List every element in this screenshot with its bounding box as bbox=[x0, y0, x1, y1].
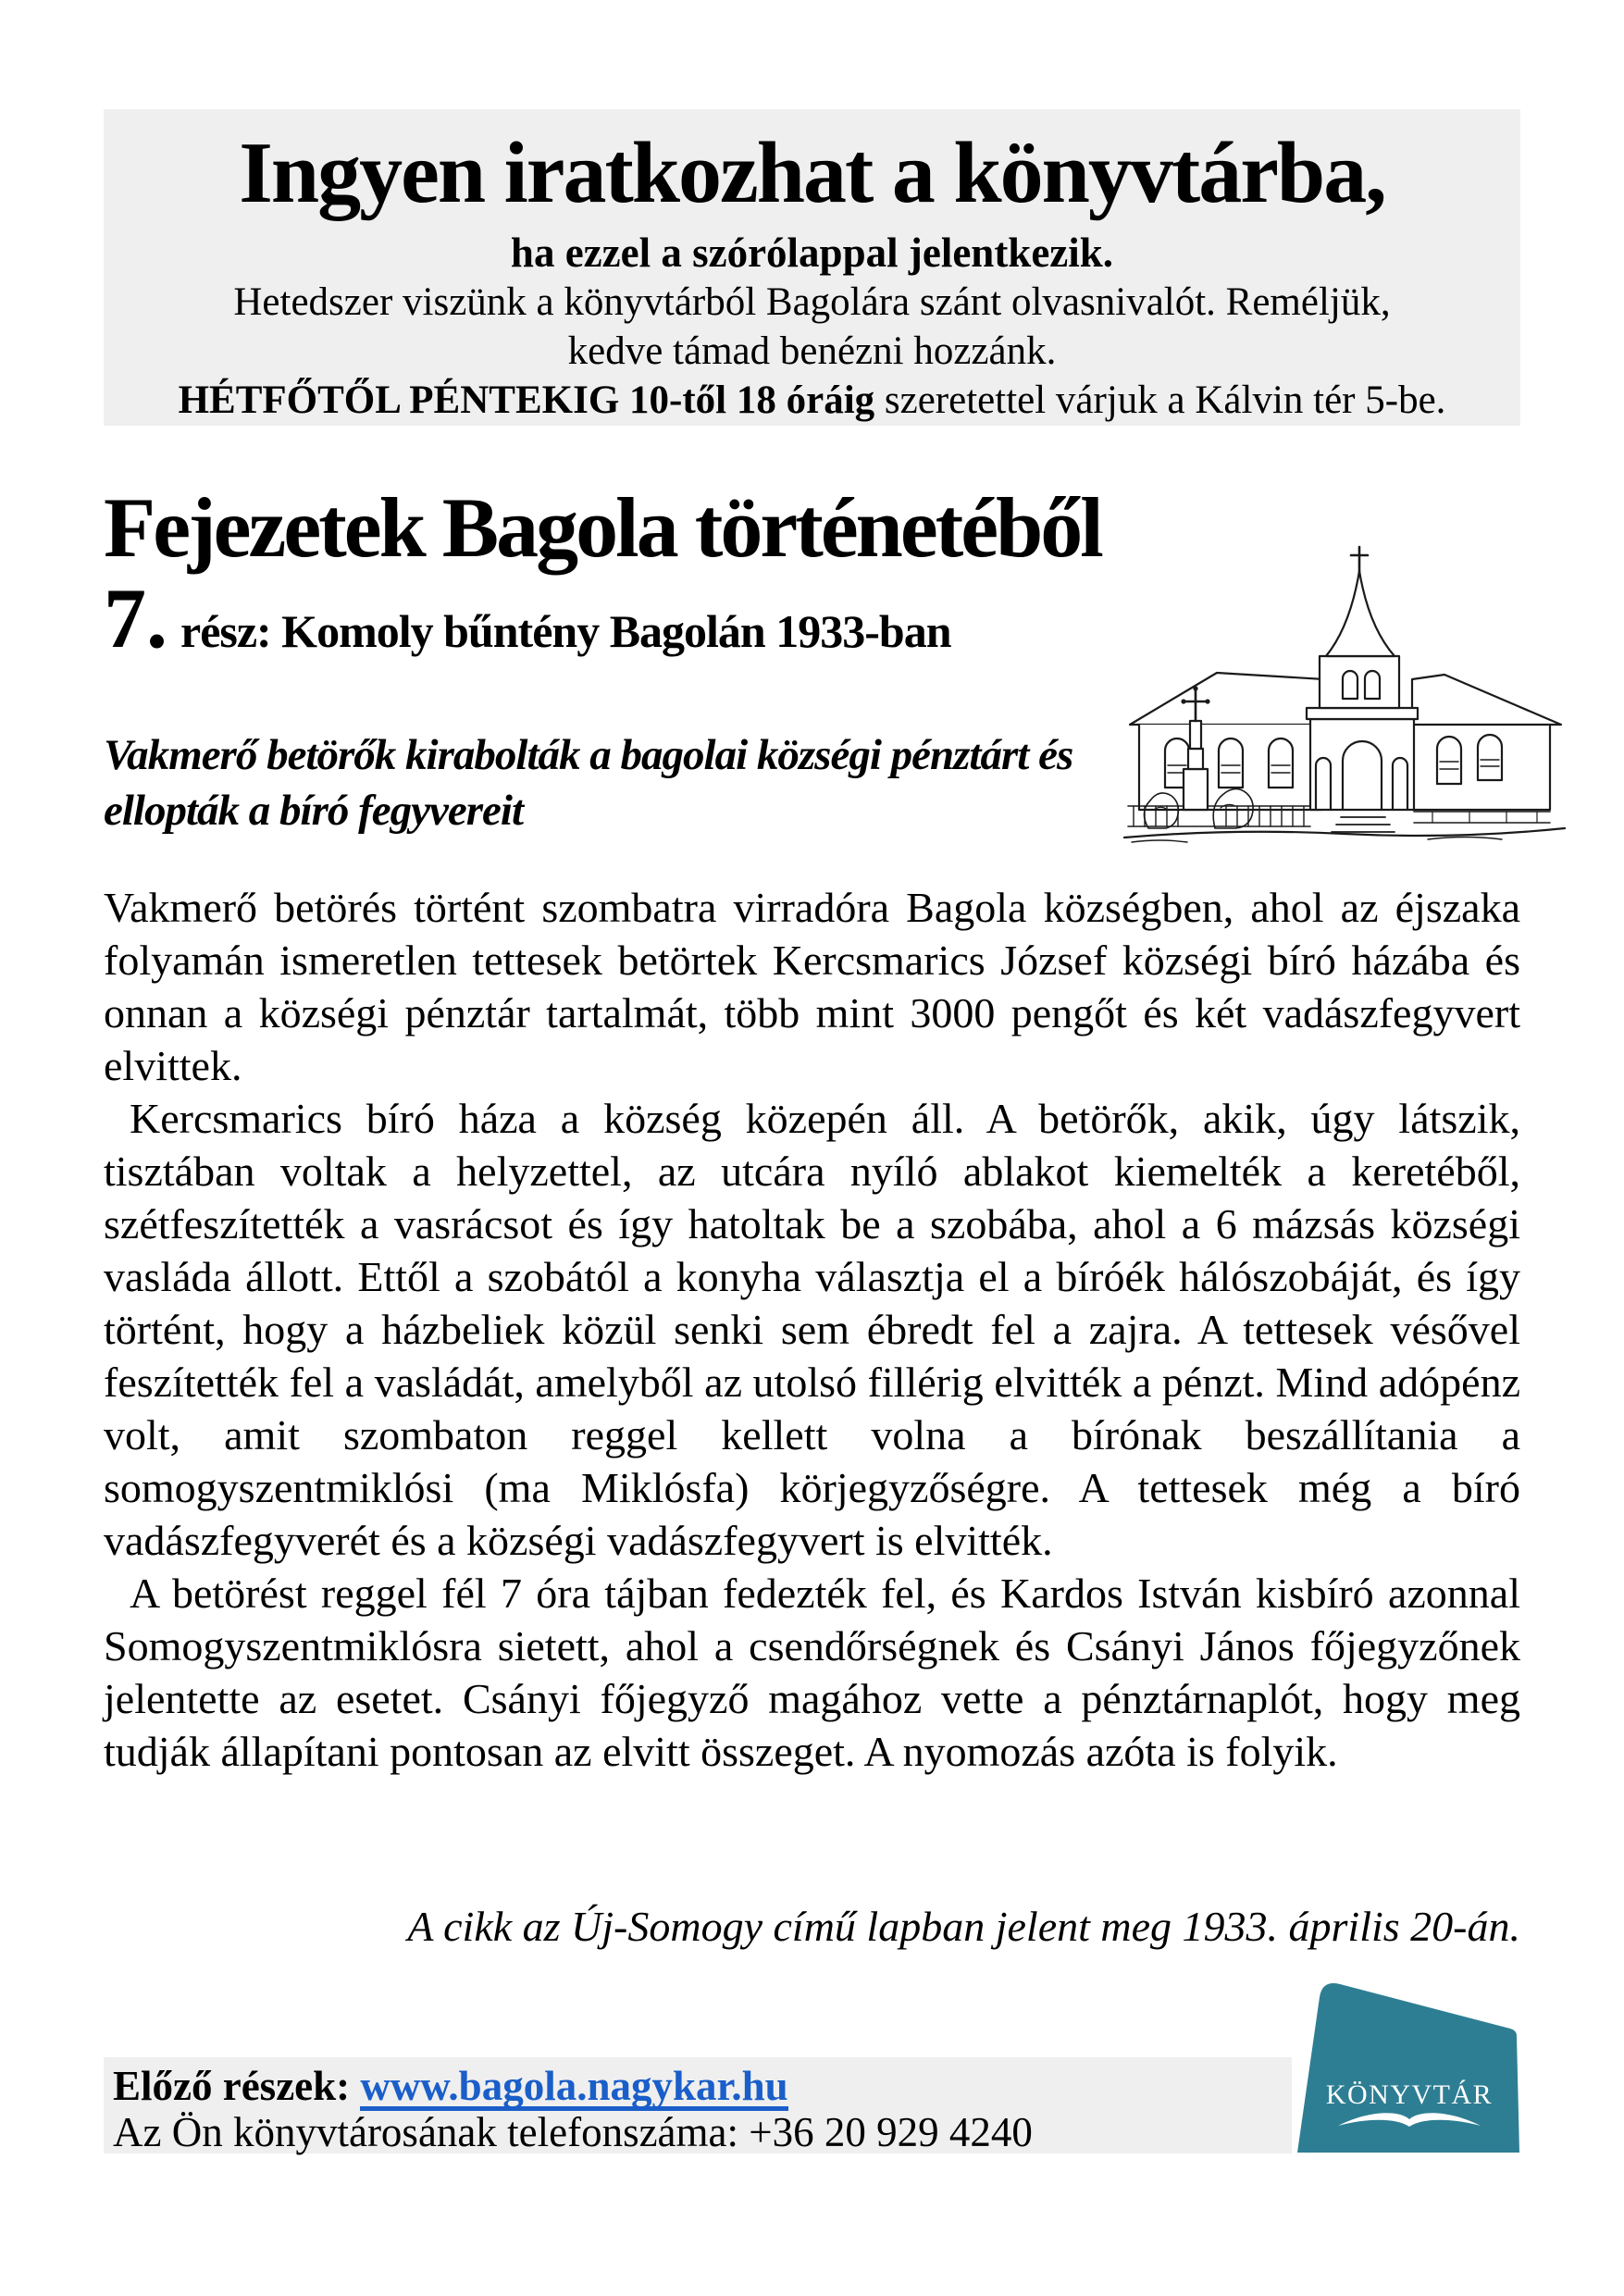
paragraph-3: A betörést reggel fél 7 óra tájban fedezték fel, és Kardos István kisbíró azonnal Somogyszentmiklósra sietett, ahol a csendőrségnek és Csányi János főjegyzőnek jelentette az esetet. Csányi főjegyző magához vette a pénztárnaplót, hogy meg tudják állapítani pontosan az elvitt összeget. A nyomozás azóta is folyik. bbox=[104, 1570, 1520, 1775]
previous-parts-link[interactable]: www.bagola.nagykar.hu bbox=[360, 2063, 788, 2109]
logo-shape bbox=[1297, 1983, 1519, 2153]
part-heading bbox=[104, 572, 951, 664]
series-title: Fejezetek Bagola történetéből bbox=[104, 480, 1101, 575]
header-hours-line bbox=[104, 376, 1520, 425]
header-hours-rest: szeretettel várjuk a Kálvin tér 5-be. bbox=[874, 379, 1446, 422]
library-logo bbox=[1292, 1975, 1531, 2156]
article-body bbox=[104, 881, 1520, 1778]
header-subtitle: ha ezzel a szórólappal jelentkezik. bbox=[510, 230, 1114, 276]
source-attribution: A cikk az Új-Somogy című lapban jelent meg 1933. április 20-án. bbox=[407, 1903, 1520, 1950]
library-logo-graphic bbox=[1292, 1975, 1531, 2156]
part-title: rész: Komoly bűntény Bagolán 1933-ban bbox=[180, 605, 951, 657]
previous-parts-label: Előző részek: bbox=[113, 2063, 361, 2109]
article-lead: Vakmerő betörők kirabolták a bagolai községi pénztárt és ellopták a bíró fegyvereit bbox=[104, 731, 1073, 835]
paragraph-1: Vakmerő betörés történt szombatra virradóra Bagola községben, ahol az éjszaka folyamán ismeretlen tettesek betörtek Kercsmarics József községi bíró házába és onnan a községi pénztár tartalmát, több mint 3000 pengőt és két vadászfegyvert elvittek. bbox=[104, 884, 1520, 1089]
paragraph-2: Kercsmarics bíró háza a község közepén áll. A betörők, akik, úgy látszik, tisztában voltak a helyzettel, az utcára nyíló ablakot kiemelték a keretéből, szétfeszítették a vasrácsot és így hatoltak be a szobába, ahol a 6 mázsás községi vasláda állott. Ettől a szobától a konyha választja el a bíróék hálószobáját, és így történt, hogy a házbeliek közül senki sem ébredt fel a zajra. A tettesek vésővel feszítették fel a vasládát, amelyből az utolsó fillérig elvitték a pénzt. Mind adópénz volt, amit szombaton reggel kellett volna a bírónak beszállítania a somogyszentmiklósi (ma Miklósfa) körjegyzőségre. A tettesek még a bíró vadászfegyverét és a községi vadászfegyvert is elvitték. bbox=[104, 1095, 1520, 1564]
librarian-phone-line: Az Ön könyvtárosának telefonszáma: +36 20 929 4240 bbox=[113, 2109, 1033, 2155]
header-line-2: kedve támad benézni hozzánk. bbox=[567, 329, 1057, 373]
header-hours-bold: HÉTFŐTŐL PÉNTEKIG 10-től 18 óráig bbox=[178, 379, 875, 422]
church-illustration bbox=[1122, 540, 1567, 845]
library-logo-text: KÖNYVTÁR bbox=[1325, 2079, 1494, 2110]
header-banner bbox=[104, 109, 1520, 426]
part-number: 7. bbox=[104, 571, 167, 665]
header-line-1: Hetedszer viszünk a könyvtárból Bagolára szánt olvasnivalót. Reméljük, bbox=[233, 280, 1391, 324]
header-title: Ingyen iratkozhat a könyvtárba, bbox=[239, 125, 1385, 221]
